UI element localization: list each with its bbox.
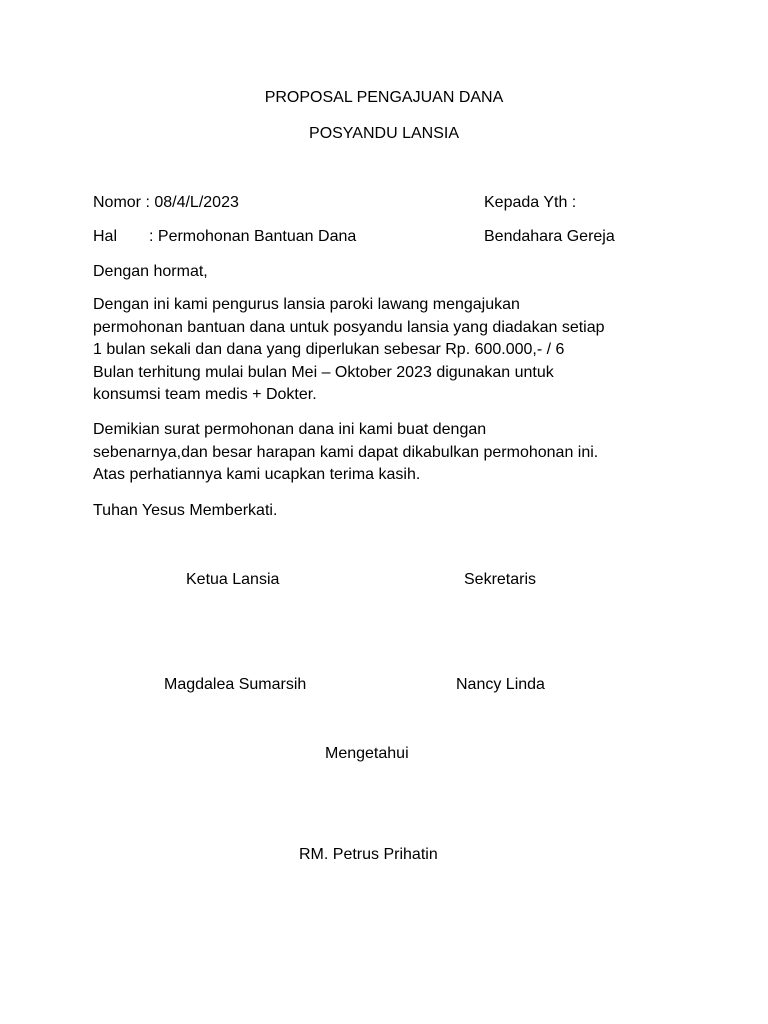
paragraph-line: Atas perhatiannya kami ucapkan terima kasih. xyxy=(93,466,421,483)
paragraph-line: 1 bulan sekali dan dana yang diperlukan sebesar Rp. 600.000,- / 6 xyxy=(93,341,565,358)
body-paragraph-2 xyxy=(93,419,693,487)
body-paragraph-1 xyxy=(93,294,693,407)
recipient-label: Kepada Yth : xyxy=(484,194,577,211)
paragraph-line: Dengan ini kami pengurus lansia paroki lawang mengajukan xyxy=(93,296,520,313)
greeting: Dengan hormat, xyxy=(93,263,208,280)
letter-subject xyxy=(93,227,356,246)
document-title: PROPOSAL PENGAJUAN DANA xyxy=(264,89,504,106)
closing-blessing: Tuhan Yesus Memberkati. xyxy=(93,502,278,519)
recipient-name: Bendahara Gereja xyxy=(484,228,615,245)
paragraph-line: permohonan bantuan dana untuk posyandu lansia yang diadakan setiap xyxy=(93,318,605,336)
signature-role-sekretaris: Sekretaris xyxy=(464,571,537,588)
paragraph-line: Bulan terhitung mulai bulan Mei – Oktober 2023 digunakan untuk xyxy=(93,363,554,381)
paragraph-line: Demikian surat permohonan dana ini kami buat dengan xyxy=(93,421,487,438)
acknowledgement-name: RM. Petrus Prihatin xyxy=(299,846,438,863)
paragraph-line: konsumsi team medis + Dokter. xyxy=(93,386,317,403)
letter-number: Nomor : 08/4/L/2023 xyxy=(93,194,239,211)
signature-name-sekretaris: Nancy Linda xyxy=(456,676,545,693)
paragraph-line: sebenarnya,dan besar harapan kami dapat dikabulkan permohonan ini. xyxy=(93,443,599,461)
subject-value: : Permohonan Bantuan Dana xyxy=(149,228,357,245)
signature-role-ketua: Ketua Lansia xyxy=(186,571,280,588)
subject-label: Hal xyxy=(93,228,118,245)
document-subtitle: POSYANDU LANSIA xyxy=(309,125,459,142)
acknowledgement-label: Mengetahui xyxy=(325,745,409,762)
signature-name-ketua: Magdalea Sumarsih xyxy=(164,676,307,693)
